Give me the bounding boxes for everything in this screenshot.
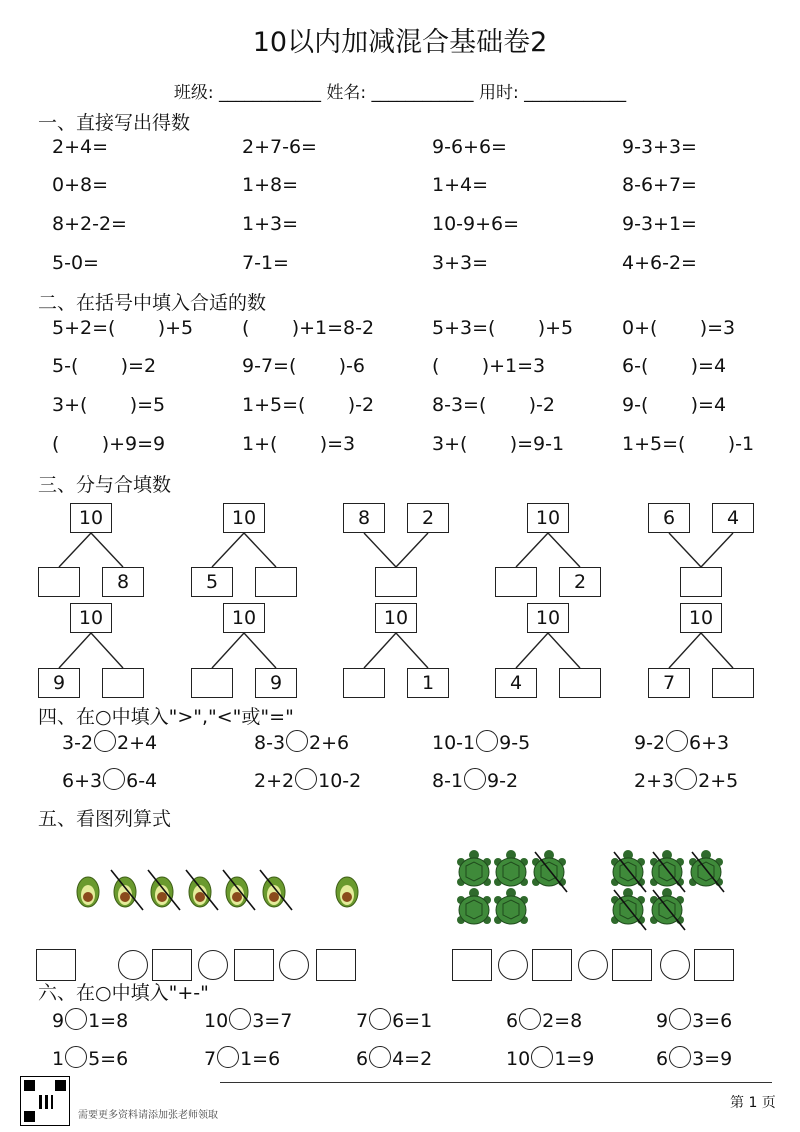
sign-circle xyxy=(369,1008,391,1030)
fill-bracket-problem: ( )+1=8-2 xyxy=(242,317,375,339)
sign-problem xyxy=(356,1008,432,1032)
sign-left: 10 xyxy=(506,1048,531,1070)
sign-right: 5=6 xyxy=(88,1048,129,1070)
sign-circle xyxy=(669,1046,691,1068)
sign-left: 9 xyxy=(52,1010,65,1032)
compare-right: 2+4 xyxy=(117,732,158,754)
part-box: 8 xyxy=(102,567,144,597)
sign-left: 9 xyxy=(656,1010,669,1032)
section-2-title: 二、在括号中填入合适的数 xyxy=(38,292,267,314)
sign-problem xyxy=(356,1046,432,1070)
answer-box xyxy=(234,949,274,981)
sign-circle xyxy=(669,1008,691,1030)
part-box: 1 xyxy=(407,668,449,698)
arith-problem: 0+8= xyxy=(52,174,109,196)
page-number: 第 1 页 xyxy=(730,1095,776,1111)
fill-bracket-problem: ( )+1=3 xyxy=(432,355,546,377)
operator-circle xyxy=(118,950,148,980)
sign-problem xyxy=(656,1008,732,1032)
answer-box xyxy=(36,949,76,981)
operator-circle xyxy=(198,950,228,980)
arith-problem: 1+3= xyxy=(242,213,299,235)
avocado-pit xyxy=(157,892,167,902)
sign-right: 1=9 xyxy=(554,1048,595,1070)
avocado-pit xyxy=(120,892,130,902)
sign-circle xyxy=(519,1008,541,1030)
section-6-title: 六、在○中填入"+-" xyxy=(38,982,209,1004)
sign-left: 1 xyxy=(52,1048,65,1070)
sign-problem xyxy=(506,1046,594,1070)
section-3-title: 三、分与合填数 xyxy=(38,474,172,496)
avocado-pit xyxy=(195,892,205,902)
compare-right: 9-2 xyxy=(487,770,519,792)
answer-box xyxy=(152,949,192,981)
operator-circle xyxy=(660,950,690,980)
arith-problem: 9-6+6= xyxy=(432,136,507,158)
arith-problem: 7-1= xyxy=(242,252,289,274)
fill-bracket-problem: 1+5=( )-2 xyxy=(242,394,375,416)
part-box: 2 xyxy=(559,567,601,597)
compare-left: 2+2 xyxy=(254,770,295,792)
answer-box xyxy=(532,949,572,981)
compare-left: 10-1 xyxy=(432,732,476,754)
sign-problem xyxy=(506,1008,582,1032)
compare-right: 6-4 xyxy=(126,770,158,792)
arith-problem: 4+6-2= xyxy=(622,252,697,274)
compare-left: 2+3 xyxy=(634,770,675,792)
arith-problem: 2+4= xyxy=(52,136,109,158)
qr-code xyxy=(20,1076,70,1126)
operator-circle xyxy=(279,950,309,980)
total-box: 10 xyxy=(680,603,722,633)
part-box: 5 xyxy=(191,567,233,597)
sign-left: 6 xyxy=(656,1048,669,1070)
part-box: 6 xyxy=(648,503,690,533)
fill-bracket-problem: ( )+9=9 xyxy=(52,433,166,455)
arith-problem: 3+3= xyxy=(432,252,489,274)
page-title: 10以内加减混合基础卷2 xyxy=(252,27,548,58)
compare-right: 6+3 xyxy=(689,732,730,754)
sign-circle xyxy=(65,1008,87,1030)
sign-circle xyxy=(217,1046,239,1068)
sign-right: 4=2 xyxy=(392,1048,433,1070)
arith-problem: 8+2-2= xyxy=(52,213,127,235)
fill-bracket-problem: 8-3=( )-2 xyxy=(432,394,555,416)
sign-right: 2=8 xyxy=(542,1010,583,1032)
sign-right: 1=6 xyxy=(240,1048,281,1070)
arith-problem: 1+8= xyxy=(242,174,299,196)
sign-problem xyxy=(204,1046,280,1070)
compare-right: 2+6 xyxy=(309,732,350,754)
part-box: 9 xyxy=(255,668,297,698)
sign-circle xyxy=(369,1046,391,1068)
part-box: 2 xyxy=(407,503,449,533)
compare-left: 8-3 xyxy=(254,732,286,754)
footer-divider xyxy=(220,1082,772,1083)
operator-circle xyxy=(498,950,528,980)
sign-problem xyxy=(656,1046,732,1070)
answer-box xyxy=(316,949,356,981)
sign-left: 7 xyxy=(356,1010,369,1032)
sign-left: 6 xyxy=(506,1010,519,1032)
fill-bracket-problem: 5+2=( )+5 xyxy=(52,317,194,339)
compare-right: 2+5 xyxy=(698,770,739,792)
answer-box xyxy=(452,949,492,981)
section-5-title: 五、看图列算式 xyxy=(38,808,172,830)
student-info-line: 班级: ____________ 姓名: ____________ 用时: ____________ xyxy=(173,83,627,103)
total-box: 10 xyxy=(223,503,265,533)
sign-problem xyxy=(52,1046,128,1070)
total-box: 10 xyxy=(223,603,265,633)
arith-problem: 9-3+3= xyxy=(622,136,697,158)
fill-bracket-problem: 3+( )=5 xyxy=(52,394,166,416)
avocado-pit xyxy=(342,892,352,902)
total-box: 10 xyxy=(70,503,112,533)
sign-left: 7 xyxy=(204,1048,217,1070)
compare-left: 6+3 xyxy=(62,770,103,792)
total-box: 10 xyxy=(527,603,569,633)
arith-problem: 5-0= xyxy=(52,252,99,274)
arith-problem: 1+4= xyxy=(432,174,489,196)
footer-note: 需要更多资料请添加张老师领取 xyxy=(78,1110,218,1121)
arith-problem: 2+7-6= xyxy=(242,136,317,158)
sign-right: 3=6 xyxy=(692,1010,733,1032)
avocado-pit xyxy=(232,892,242,902)
answer-box xyxy=(694,949,734,981)
part-box: 4 xyxy=(712,503,754,533)
answer-box xyxy=(612,949,652,981)
section-4-title: 四、在○中填入">","<"或"=" xyxy=(38,706,294,728)
sign-circle xyxy=(531,1046,553,1068)
total-box: 10 xyxy=(375,603,417,633)
part-box: 9 xyxy=(38,668,80,698)
fill-bracket-problem: 5+3=( )+5 xyxy=(432,317,574,339)
avocado-pit xyxy=(83,892,93,902)
arith-problem: 10-9+6= xyxy=(432,213,520,235)
sign-right: 1=8 xyxy=(88,1010,129,1032)
sign-right: 3=9 xyxy=(692,1048,733,1070)
fill-bracket-problem: 9-7=( )-6 xyxy=(242,355,365,377)
arith-problem: 8-6+7= xyxy=(622,174,697,196)
part-box: 4 xyxy=(495,668,537,698)
compare-left: 8-1 xyxy=(432,770,464,792)
sign-right: 6=1 xyxy=(392,1010,433,1032)
sign-left: 10 xyxy=(204,1010,229,1032)
sign-right: 3=7 xyxy=(252,1010,293,1032)
sign-circle xyxy=(65,1046,87,1068)
fill-bracket-problem: 0+( )=3 xyxy=(622,317,736,339)
sign-left: 6 xyxy=(356,1048,369,1070)
compare-left: 3-2 xyxy=(62,732,94,754)
fill-bracket-problem: 1+( )=3 xyxy=(242,433,356,455)
sign-circle xyxy=(229,1008,251,1030)
avocado-pit xyxy=(269,892,279,902)
fill-bracket-problem: 9-( )=4 xyxy=(622,394,727,416)
total-box: 10 xyxy=(527,503,569,533)
part-box: 7 xyxy=(648,668,690,698)
fill-bracket-problem: 5-( )=2 xyxy=(52,355,157,377)
compare-left: 9-2 xyxy=(634,732,666,754)
part-box: 8 xyxy=(343,503,385,533)
fill-bracket-problem: 1+5=( )-1 xyxy=(622,433,755,455)
arith-problem: 9-3+1= xyxy=(622,213,697,235)
sign-problem xyxy=(204,1008,292,1032)
section-1-title: 一、直接写出得数 xyxy=(38,112,191,134)
operator-circle xyxy=(578,950,608,980)
fill-bracket-problem: 6-( )=4 xyxy=(622,355,727,377)
fill-bracket-problem: 3+( )=9-1 xyxy=(432,433,565,455)
compare-right: 9-5 xyxy=(499,732,531,754)
total-box: 10 xyxy=(70,603,112,633)
sign-problem xyxy=(52,1008,128,1032)
compare-right: 10-2 xyxy=(318,770,362,792)
